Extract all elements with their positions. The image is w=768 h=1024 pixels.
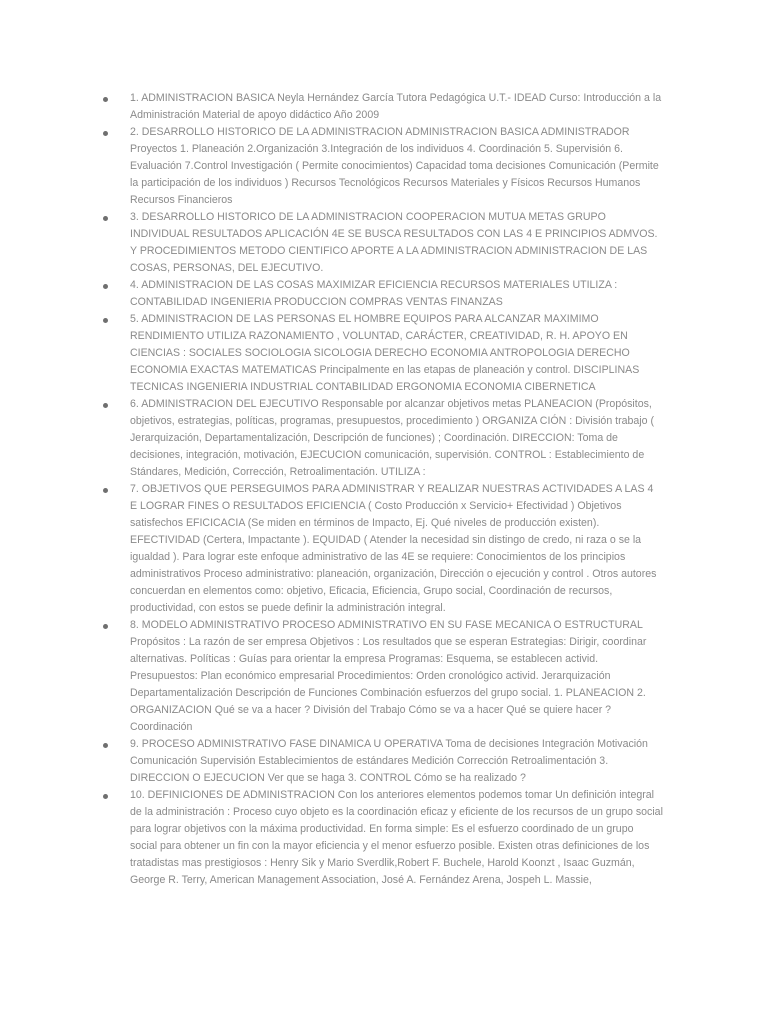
list-item bbox=[103, 90, 663, 124]
bullet-icon bbox=[103, 743, 108, 748]
list-item-text: 5. ADMINISTRACION DE LAS PERSONAS EL HOMBRE EQUIPOS PARA ALCANZAR MAXIMIMO RENDIMIENTO UTILIZA RAZONAMIENTO , VOLUNTAD, CARÁCTER, CREATIVIDAD, R. H. APOYO EN CIENCIAS : SOCIALES SOCIOLOGIA SICOLOGIA DERECHO ECONOMIA ANTROPOLOGIA DERECHO ECONOMIA EXACTAS MATEMATICAS Principalmente en las etapas de planeación y control. DISCIPLINAS TECNICAS INGENIERIA INDUSTRIAL CONTABILIDAD ERGONOMIA ECONOMIA CIBERNETICA bbox=[130, 313, 640, 393]
list-item-text: 2. DESARROLLO HISTORICO DE LA ADMINISTRACION ADMINISTRACION BASICA ADMINISTRADOR Proyectos 1. Planeación 2.Organización 3.Integración de los individuos 4. Coordinación 5. Supervisión 6. Evaluación 7.Control Investigación ( Permite conocimientos) Capacidad toma decisiones Comunicación (Permite la participación de los individuos ) Recursos Tecnológicos Recursos Materiales y Físicos Recursos Humanos Recursos Financieros bbox=[130, 126, 659, 206]
list-item-text: 7. OBJETIVOS QUE PERSEGUIMOS PARA ADMINISTRAR Y REALIZAR NUESTRAS ACTIVIDADES A LAS 4 E LOGRAR FINES O RESULTADOS EFICIENCIA ( Costo Producción x Servicio+ Efectividad ) Objetivos satisfechos EFICICACIA (Se miden en términos de Impacto, Ej. Qué niveles de producción existen). EFECTIVIDAD (Certera, Impactante ). EQUIDAD ( Atender la necesidad sin distingo de credo, ni raza o se la igualdad ). Para lograr este enfoque administrativo de las 4E se requiere: Conocimientos de los principios administrativos Proceso administrativo: planeación, organización, Dirección o ejecución y control . Otros autores concuerdan en elementos como: objetivo, Eficacia, Eficiencia, Grupo social, Coordinación de recursos, productividad, con estos se puede definir la administración integral. bbox=[130, 483, 657, 614]
bullet-icon bbox=[103, 624, 108, 629]
list-item bbox=[103, 481, 663, 617]
bullet-icon bbox=[103, 403, 108, 408]
list-item bbox=[103, 787, 663, 889]
bullet-list bbox=[103, 90, 663, 889]
list-item-text: 10. DEFINICIONES DE ADMINISTRACION Con los anteriores elementos podemos tomar Un definición integral de la administración : Proceso cuyo objeto es la coordinación eficaz y eficiente de los recursos de un grupo social para lograr objetivos con la máxima productividad. En forma simple: Es el esfuerzo coordinado de un grupo social para obtener un fin con la mayor eficiencia y el menor esfuerzo posible. Existen otras definiciones de los tratadistas mas prestigiosos : Henry Sik y Mario Sverdlik,Robert F. Buchele, Harold Koonzt , Isaac Guzmán, George R. Terry, American Management Association, José A. Fernández Arena, Jospeh L. Massie, bbox=[130, 789, 663, 886]
list-item-text: 6. ADMINISTRACION DEL EJECUTIVO Responsable por alcanzar objetivos metas PLANEACION (Propósitos, objetivos, estrategias, políticas, programas, presupuestos, procedimiento ) ORGANIZA CIÓN : División trabajo ( Jerarquización, Departamentalización, Descripción de funciones) ; Coordinación. DIRECCION: Toma de decisiones, integración, motivación, EJECUCION comunicación, supervisión. CONTROL : Establecimiento de Stándares, Medición, Corrección, Retroalimentación. UTILIZA : bbox=[130, 398, 655, 478]
list-item bbox=[103, 277, 663, 311]
list-item bbox=[103, 617, 663, 736]
bullet-icon bbox=[103, 97, 108, 102]
list-item-text: 1. ADMINISTRACION BASICA Neyla Hernández García Tutora Pedagógica U.T.- IDEAD Curso: Introducción a la Administración Material de apoyo didáctico Año 2009 bbox=[130, 92, 662, 121]
bullet-icon bbox=[103, 318, 108, 323]
bullet-icon bbox=[103, 794, 108, 799]
bullet-icon bbox=[103, 488, 108, 493]
list-item bbox=[103, 396, 663, 481]
list-item-text: 9. PROCESO ADMINISTRATIVO FASE DINAMICA U OPERATIVA Toma de decisiones Integración Motivación Comunicación Supervisión Establecimientos de estándares Medición Corrección Retroalimentación 3. DIRECCION O EJECUCION Ver que se haga 3. CONTROL Cómo se ha realizado ? bbox=[130, 738, 648, 784]
bullet-icon bbox=[103, 216, 108, 221]
bullet-icon bbox=[103, 284, 108, 289]
list-item-text: 8. MODELO ADMINISTRATIVO PROCESO ADMINISTRATIVO EN SU FASE MECANICA O ESTRUCTURAL Propósitos : La razón de ser empresa Objetivos : Los resultados que se esperan Estrategias: Dirigir, coordinar alternativas. Políticas : Guías para orientar la empresa Programas: Esquema, se establecen activid. Presupuestos: Plan económico empresarial Procedimientos: Orden cronológico activid. Jerarquización Departamentalización Descripción de Funciones Combinación esfuerzos del grupo social. 1. PLANEACION 2. ORGANIZACION Qué se va a hacer ? División del Trabajo Cómo se va a hacer Qué se quiere hacer ? Coordinación bbox=[130, 619, 647, 733]
list-item-text: 3. DESARROLLO HISTORICO DE LA ADMINISTRACION COOPERACION MUTUA METAS GRUPO INDIVIDUAL RESULTADOS APLICACIÓN 4E SE BUSCA RESULTADOS CON LAS 4 E PRINCIPIOS ADMVOS. Y PROCEDIMIENTOS METODO CIENTIFICO APORTE A LA ADMINISTRACION ADMINISTRACION DE LAS COSAS, PERSONAS, DEL EJECUTIVO. bbox=[130, 211, 658, 274]
list-item bbox=[103, 124, 663, 209]
list-item bbox=[103, 209, 663, 277]
list-item bbox=[103, 736, 663, 787]
list-item-text: 4. ADMINISTRACION DE LAS COSAS MAXIMIZAR EFICIENCIA RECURSOS MATERIALES UTILIZA : CONTABILIDAD INGENIERIA PRODUCCION COMPRAS VENTAS FINANZAS bbox=[130, 279, 618, 308]
bullet-icon bbox=[103, 131, 108, 136]
list-item bbox=[103, 311, 663, 396]
